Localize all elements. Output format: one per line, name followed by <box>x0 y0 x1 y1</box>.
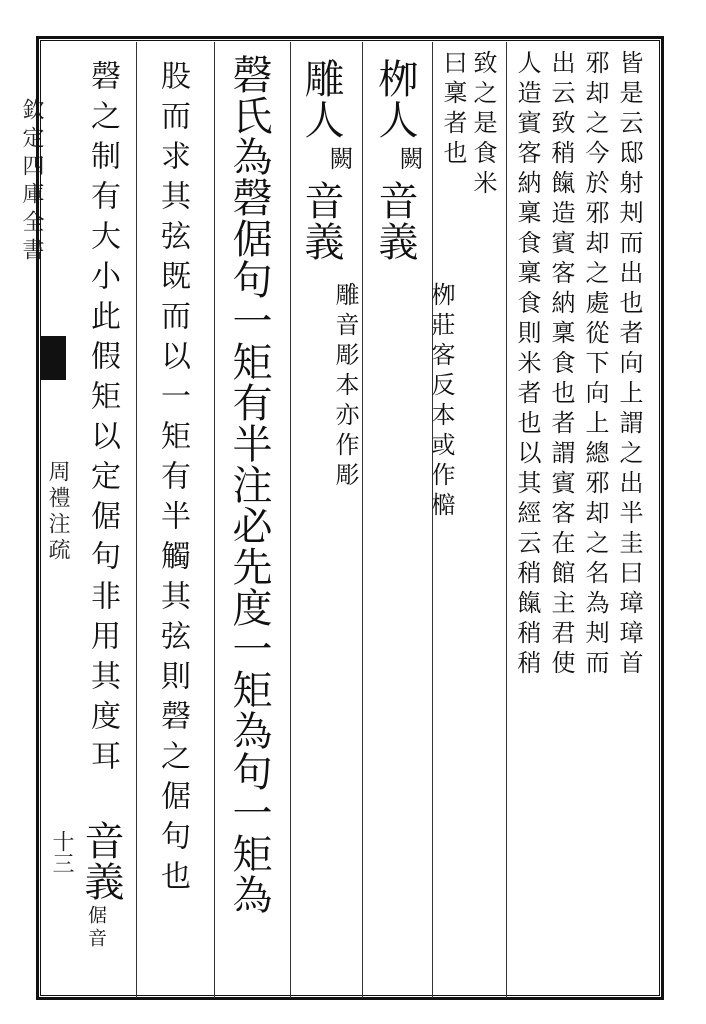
fold-margin <box>2 40 74 996</box>
page-number: 十三 <box>49 830 74 874</box>
entry-heading: 雕人 <box>298 58 344 140</box>
entry-tag: 闕 <box>395 146 423 176</box>
commentary-column: 曰稟者也 <box>439 50 467 170</box>
commentary-column: 邪却之今於邪却之處從下向上總邪却之名為刔而 <box>581 50 609 680</box>
column-rule <box>136 42 137 998</box>
column-rule <box>506 42 507 998</box>
column-rule <box>214 42 215 998</box>
section-name: 周禮注疏 <box>45 460 70 564</box>
commentary-column: 致之是食米 <box>469 50 497 200</box>
column-rule <box>362 42 363 998</box>
entry-heading: 栁人 <box>372 58 418 140</box>
entry-label: 音義 <box>298 180 344 262</box>
entry-note: 雕音彫本亦作彫 <box>331 282 359 492</box>
entry-label: 音義 <box>372 180 418 262</box>
main-text-column: 磬之制有大小此假矩以定倨句非用其度耳 <box>85 60 120 780</box>
column-rule <box>290 42 291 998</box>
main-text-label: 音義 <box>78 820 124 902</box>
entry-note: 栁莊客反本或作㯁 <box>427 282 455 522</box>
commentary-column: 人造賓客納稟食稟食則米者也以其經云稍餼稍稍 <box>513 50 541 680</box>
commentary-column: 皆是云邸射刔而出也者向上謂之出半圭曰璋璋首 <box>615 50 643 680</box>
commentary-column: 出云致稍餼造賓客納稟食也者謂賓客在館主君使 <box>547 50 575 680</box>
main-text-column: 磬氏為磬倨句一矩有半注必先度一矩為句一矩為 <box>226 54 272 915</box>
main-text-column: 股而求其弦既而以一矩有半觸其弦則磬之倨句也 <box>155 60 190 900</box>
main-text-note: 倨音 <box>85 905 107 951</box>
book-title: 欽定四庫全書 <box>19 98 44 266</box>
entry-tag: 闕 <box>325 146 353 176</box>
